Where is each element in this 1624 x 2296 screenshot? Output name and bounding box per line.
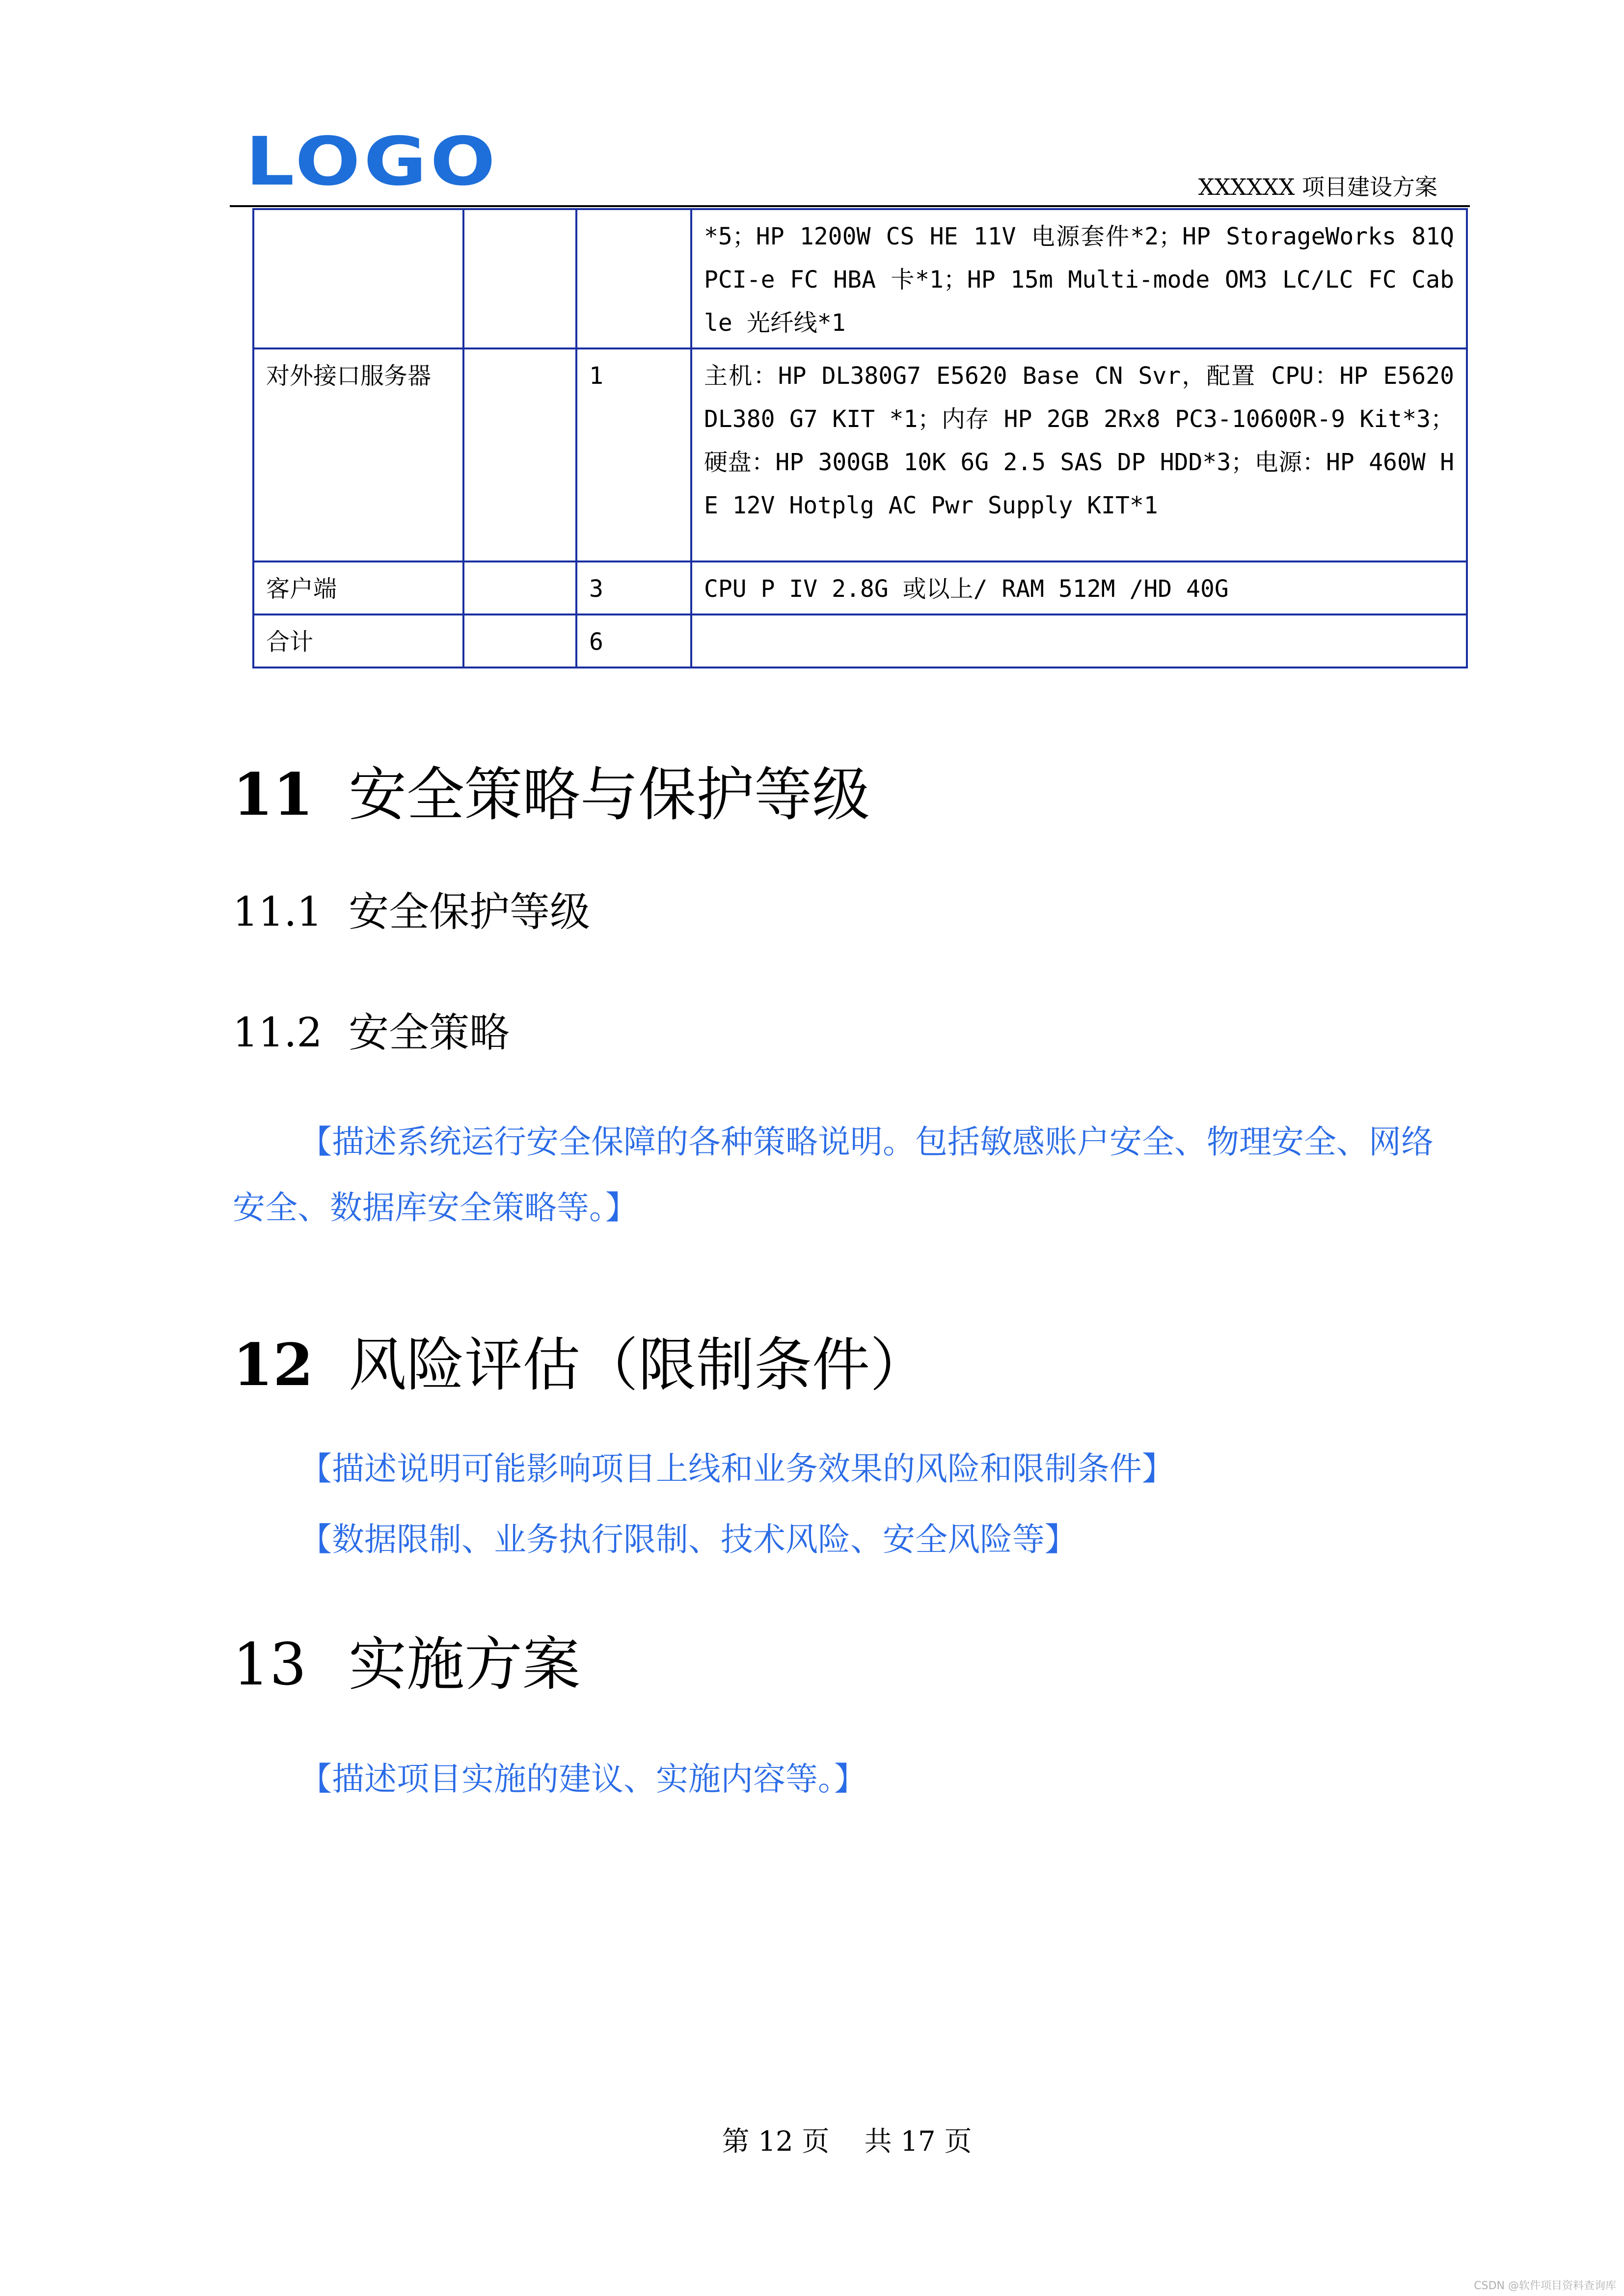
table-cell-qty: 3	[576, 561, 691, 614]
hardware-spec-table	[252, 208, 1468, 668]
section-title: 安全策略与保护等级	[349, 761, 870, 828]
section-11-2-note-line1: 【描述系统运行安全保障的各种策略说明。包括敏感账户安全、物理安全、网络	[299, 1123, 1434, 1161]
table-cell-desc: 主机：HP DL380G7 E5620 Base CN Svr，配置 CPU：HP E5620 DL380 G7 KIT *1；内存 HP 2GB 2Rx8 PC3-10600R-9 Kit*3；硬盘：HP 300GB 10K 6G 2.5 SAS DP HDD*3；电源：HP 460W HE 12V Hotplg AC Pwr Supply KIT*1	[691, 348, 1467, 561]
section-11-1-heading	[233, 889, 591, 935]
section-title: 实施方案	[349, 1630, 581, 1698]
table-cell-empty	[463, 561, 576, 614]
document-header-title: XXXXXX 项目建设方案	[1198, 174, 1437, 200]
table-cell-desc: CPU P IV 2.8G 或以上/ RAM 512M /HD 40G	[691, 561, 1467, 614]
table-row	[253, 561, 1467, 614]
source-watermark: CSDN @软件项目资料查询库	[1474, 2280, 1616, 2292]
table-cell-qty: 1	[576, 348, 691, 561]
section-number: 11	[233, 760, 314, 828]
section-12-heading	[233, 1331, 928, 1399]
section-title: 风险评估（限制条件）	[349, 1331, 928, 1399]
section-title: 安全保护等级	[349, 889, 591, 935]
table-cell-name: 对外接口服务器	[253, 348, 463, 561]
section-number: 12	[233, 1331, 314, 1399]
table-row	[253, 614, 1467, 667]
section-13-note: 【描述项目实施的建议、实施内容等。】	[299, 1760, 866, 1798]
table-row	[253, 209, 1467, 348]
table-cell-name: 客户端	[253, 561, 463, 614]
table-cell-qty: 6	[576, 614, 691, 667]
table-cell-name: 合计	[253, 614, 463, 667]
section-title: 安全策略	[349, 1010, 510, 1056]
table-cell-desc	[691, 614, 1467, 667]
section-number: 11.2	[233, 1010, 323, 1056]
section-number: 11.1	[233, 889, 323, 935]
page-number-footer: 第 12 页 共 17 页	[722, 2126, 972, 2158]
section-12-note2: 【数据限制、业务执行限制、技术风险、安全风险等】	[299, 1521, 1077, 1558]
header-divider	[230, 205, 1470, 207]
section-12-note1: 【描述说明可能影响项目上线和业务效果的风险和限制条件】	[299, 1450, 1174, 1488]
section-number: 13	[233, 1630, 307, 1698]
section-11-2-note-line2: 安全、数据库安全策略等。】	[233, 1189, 638, 1227]
logo: LOGO	[245, 123, 499, 201]
table-cell-desc: *5；HP 1200W CS HE 11V 电源套件*2；HP StorageWorks 81Q PCI-e FC HBA 卡*1；HP 15m Multi-mode OM3 LC/LC FC Cable 光纤线*1	[691, 209, 1467, 348]
table-cell-empty	[463, 614, 576, 667]
table-cell-name	[253, 209, 463, 348]
table-cell-empty	[463, 348, 576, 561]
section-13-heading	[233, 1630, 581, 1698]
section-11-heading	[233, 760, 870, 828]
section-11-2-heading	[233, 1010, 510, 1056]
table-cell-qty	[576, 209, 691, 348]
table-row	[253, 348, 1467, 561]
table-cell-empty	[463, 209, 576, 348]
